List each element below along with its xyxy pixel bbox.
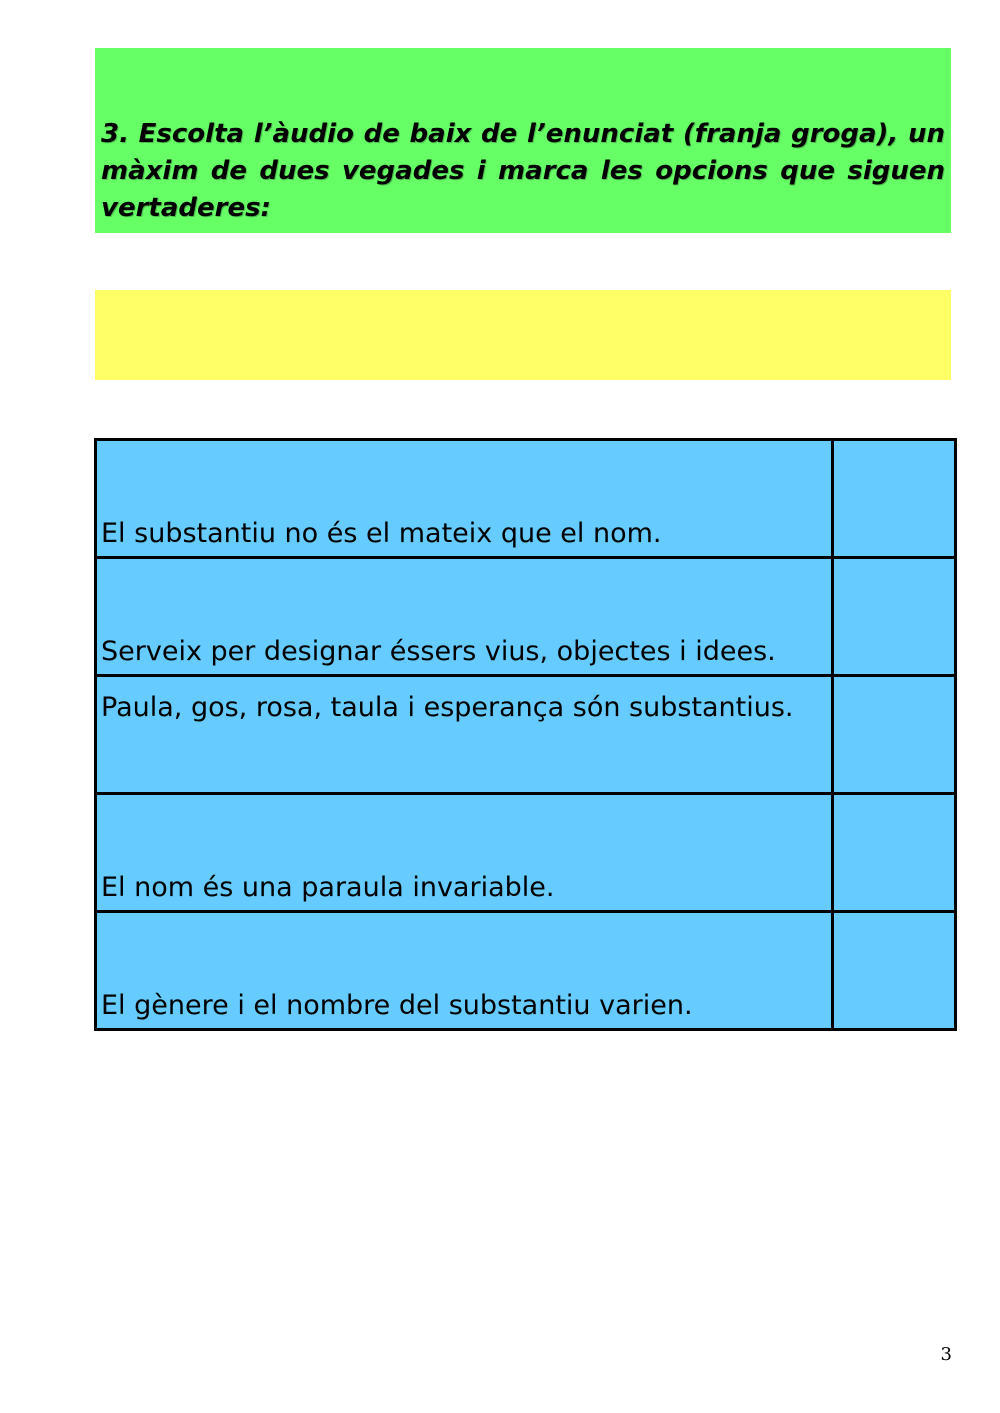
answer-checkbox-cell[interactable] <box>833 912 956 1030</box>
statement-text: El substantiu no és el mateix que el nom. <box>101 518 662 549</box>
table-row <box>96 794 956 912</box>
instruction-text: 3. Escolta l’àudio de baix de l’enunciat (franja groga), un màxim de dues vegades i marca les opcions que siguen vertaderes: <box>101 119 945 223</box>
audio-player-strip[interactable] <box>95 290 951 380</box>
table-row <box>96 440 956 558</box>
table-row <box>96 558 956 676</box>
statement-text: Paula, gos, rosa, taula i esperança són substantius. <box>101 692 794 723</box>
true-false-table <box>94 438 957 1031</box>
answer-checkbox-cell[interactable] <box>833 794 956 912</box>
statement-text: El gènere i el nombre del substantiu varien. <box>101 990 693 1021</box>
statement-cell <box>96 912 833 1030</box>
statement-cell <box>96 794 833 912</box>
statement-text: El nom és una paraula invariable. <box>101 872 555 903</box>
table-row <box>96 676 956 794</box>
statement-cell <box>96 558 833 676</box>
statement-cell <box>96 676 833 794</box>
answer-checkbox-cell[interactable] <box>833 440 956 558</box>
statement-cell <box>96 440 833 558</box>
instruction-banner <box>95 48 951 233</box>
statement-text: Serveix per designar éssers vius, objectes i idees. <box>101 636 776 667</box>
answer-checkbox-cell[interactable] <box>833 558 956 676</box>
table-row <box>96 912 956 1030</box>
answer-checkbox-cell[interactable] <box>833 676 956 794</box>
page-number: 3 <box>940 1344 952 1365</box>
